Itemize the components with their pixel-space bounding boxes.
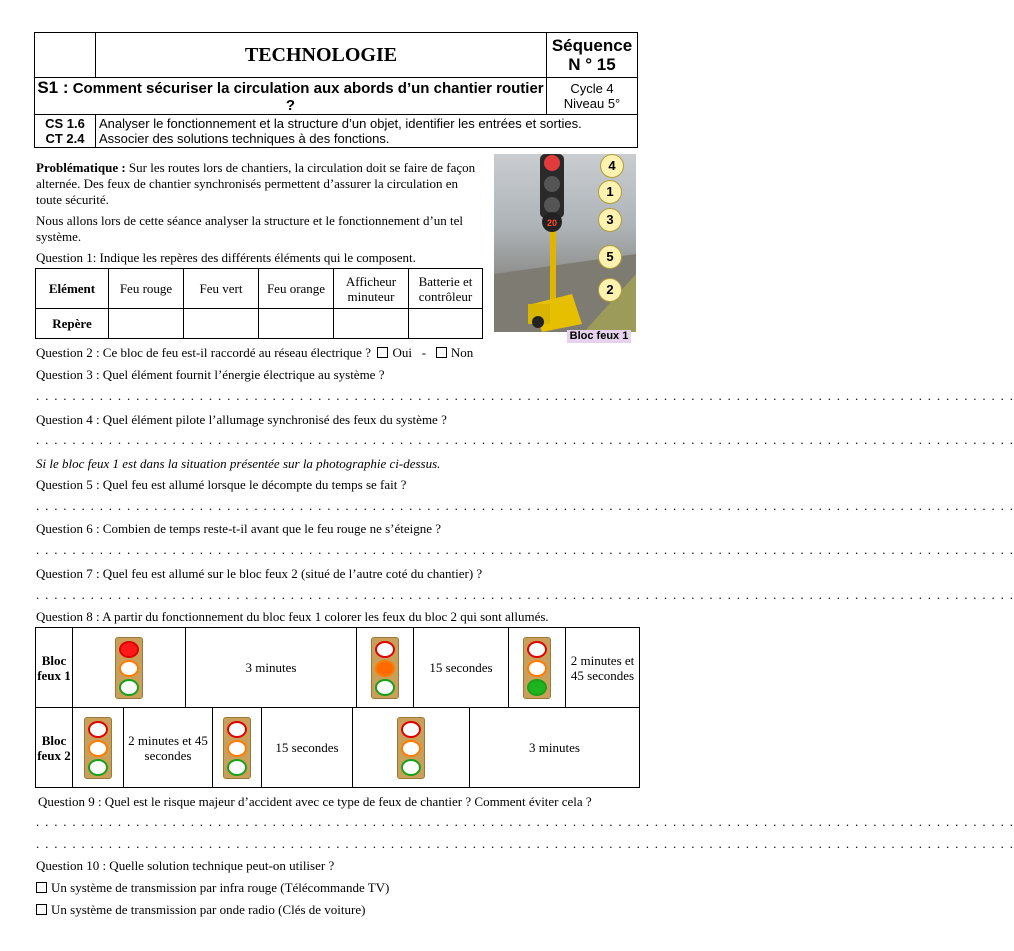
question-2 [36, 345, 473, 361]
s1-label: S1 : [37, 77, 69, 97]
marker-1: 1 [598, 180, 622, 204]
bloc2-label-cell [36, 708, 73, 788]
repere-input-feu-orange[interactable] [259, 309, 334, 339]
situation-note: Si le bloc feux 1 est dans la situation présentée sur la photographie ci-dessus. [36, 456, 441, 471]
repere-input-batterie[interactable] [409, 309, 483, 339]
bloc2-light-3-cell[interactable] [353, 708, 470, 788]
orange-lamp[interactable] [227, 740, 247, 757]
answer-line-q4[interactable]: . . . . . . . . . . . . . . . . . . . . . . . . . . . . . . . . . . . . . . . . . . . . . . . . . . . . . . . . . . . . . . . . . . . . . . . . . . . . . . . . . . . . . . . . . . . . . . . . . . . . . . . . . . . . [36, 432, 1014, 447]
oui-non-separator: - [421, 345, 427, 360]
answer-line-q3[interactable]: . . . . . . . . . . . . . . . . . . . . . . . . . . . . . . . . . . . . . . . . . . . . . . . . . . . . . . . . . . . . . . . . . . . . . . . . . . . . . . . . . . . . . . . . . . . . . . . . . . . . . . . . . . . . [36, 388, 1014, 403]
bloc1-light-1 [115, 637, 143, 699]
question-7: Question 7 : Quel feu est allumé sur le bloc feux 2 (situé de l’autre coté du chantier) ? [36, 566, 483, 581]
answer-line-q6[interactable]: . . . . . . . . . . . . . . . . . . . . . . . . . . . . . . . . . . . . . . . . . . . . . . . . . . . . . . . . . . . . . . . . . . . . . . . . . . . . . . . . . . . . . . . . . . . . . . . . . . . . . . . . . . . . [36, 542, 1014, 557]
s1-cell [35, 78, 547, 115]
countdown-display: 20 [546, 218, 558, 228]
traffic-light-photo [494, 154, 636, 332]
page-title: TECHNOLOGIE [96, 33, 547, 78]
bloc1-duration-2: 15 secondes [414, 628, 509, 708]
red-lamp [527, 641, 547, 658]
repere-input-feu-rouge[interactable] [109, 309, 184, 339]
question-6: Question 6 : Combien de temps reste-t-il avant que le feu rouge ne s’éteigne ? [36, 521, 442, 536]
sequence-cell [547, 33, 638, 78]
ct-code: CT 2.4 [45, 131, 85, 146]
repere-input-afficheur[interactable] [334, 309, 409, 339]
green-lamp[interactable] [401, 759, 421, 776]
orange-lamp[interactable] [88, 740, 108, 757]
orange-lamp [119, 660, 139, 677]
infrarouge-checkbox[interactable] [36, 882, 47, 893]
intro-block [36, 160, 486, 245]
bloc2-duration-3: 3 minutes [470, 708, 640, 788]
bloc1-light-1-cell [73, 628, 186, 708]
green-lamp[interactable] [227, 759, 247, 776]
bloc2-light-1[interactable] [84, 717, 112, 779]
red-lamp [375, 641, 395, 658]
question-8: Question 8 : A partir du fonctionnement du bloc feux 1 colorer les feux du bloc 2 qui sont allumés. [36, 609, 549, 624]
bloc1-duration-3: 2 minutes et 45 secondes [566, 628, 640, 708]
oui-label: Oui [392, 345, 412, 360]
question-3: Question 3 : Quel élément fournit l’énergie électrique au système ? [36, 367, 385, 382]
s1-heading [35, 79, 546, 114]
cs-code: CS 1.6 [45, 116, 85, 131]
bloc1-label: Bloc feux 1 [37, 652, 71, 683]
orange-lamp[interactable] [401, 740, 421, 757]
marker-5: 5 [598, 245, 622, 269]
bloc2-light-2-cell[interactable] [213, 708, 262, 788]
repere-header: Repère [36, 309, 109, 339]
red-lamp [119, 641, 139, 658]
col-feu-orange: Feu orange [259, 269, 334, 309]
col-batterie: Batterie et contrôleur [409, 269, 483, 309]
bloc1-duration-1: 3 minutes [186, 628, 357, 708]
bloc2-label: Bloc feux 2 [37, 732, 71, 763]
photo-caption: Bloc feux 1 [567, 330, 631, 343]
problematique-text: Sur les routes lors de chantiers, la circulation doit se faire de façon alternée. Des feux de chantier synchronisés permettent d’assurer la circulation en toute sécurité. [36, 160, 476, 207]
header-table [34, 32, 638, 148]
sequence-label: Séquence [551, 36, 633, 55]
cycle-cell [547, 78, 638, 115]
competence-desc-cell [96, 115, 638, 148]
answer-line-q9-1[interactable]: . . . . . . . . . . . . . . . . . . . . . . . . . . . . . . . . . . . . . . . . . . . . . . . . . . . . . . . . . . . . . . . . . . . . . . . . . . . . . . . . . . . . . . . . . . . . . . . . . . . . . . . . . . . . [36, 814, 1014, 829]
s1-question: Comment sécuriser la circulation aux abords d’un chantier routier ? [72, 79, 544, 114]
answer-line-q7[interactable]: . . . . . . . . . . . . . . . . . . . . . . . . . . . . . . . . . . . . . . . . . . . . . . . . . . . . . . . . . . . . . . . . . . . . . . . . . . . . . . . . . . . . . . . . . . . . . . . . . . . . . . . . . . . . [36, 587, 1014, 602]
bloc2-light-1-cell[interactable] [73, 708, 124, 788]
q10-option-2-label: Un système de transmission par onde radio (Clés de voiture) [51, 902, 366, 917]
radio-checkbox[interactable] [36, 904, 47, 915]
green-lamp [527, 679, 547, 696]
green-lamp[interactable] [88, 759, 108, 776]
bloc1-light-2 [371, 637, 399, 699]
element-header: Elément [36, 269, 109, 309]
q10-option-1-label: Un système de transmission par infra rouge (Télécommande TV) [51, 880, 390, 895]
header-blank-cell [35, 33, 96, 78]
lights-table [35, 627, 640, 708]
non-checkbox[interactable] [436, 347, 447, 358]
oui-checkbox[interactable] [377, 347, 388, 358]
orange-lamp [375, 660, 395, 677]
bloc2-duration-2: 15 secondes [262, 708, 353, 788]
cycle-label: Cycle 4 [570, 81, 614, 96]
q10-option-2 [36, 902, 365, 918]
question-1: Question 1: Indique les repères des différents éléments qui le composent. [36, 250, 416, 265]
question-4: Question 4 : Quel élément pilote l’allumage synchronisé des feux du système ? [36, 412, 447, 427]
repere-input-feu-vert[interactable] [184, 309, 259, 339]
orange-lamp [527, 660, 547, 677]
red-lamp[interactable] [401, 721, 421, 738]
bloc1-label-cell [36, 628, 73, 708]
bloc2-light-2[interactable] [223, 717, 251, 779]
col-feu-vert: Feu vert [184, 269, 259, 309]
problematique [36, 160, 486, 208]
green-lamp [119, 679, 139, 696]
q10-option-1 [36, 880, 389, 896]
ct-description: Associer des solutions techniques à des fonctions. [99, 131, 390, 146]
answer-line-q5[interactable]: . . . . . . . . . . . . . . . . . . . . . . . . . . . . . . . . . . . . . . . . . . . . . . . . . . . . . . . . . . . . . . . . . . . . . . . . . . . . . . . . . . . . . . . . . . . . . . . . . . . . . . . . . . . . [36, 498, 1014, 513]
red-lamp[interactable] [88, 721, 108, 738]
question-10: Question 10 : Quelle solution technique peut-on utiliser ? [36, 858, 335, 873]
bloc2-duration-1: 2 minutes et 45 secondes [124, 708, 213, 788]
problematique-label: Problématique : [36, 160, 126, 175]
question-2-text: Question 2 : Ce bloc de feu est-il raccordé au réseau électrique ? [36, 345, 371, 360]
bloc1-light-3-cell [509, 628, 566, 708]
lights-table-bloc2 [35, 707, 640, 788]
bloc1-light-2-cell [357, 628, 414, 708]
green-lamp [375, 679, 395, 696]
marker-3: 3 [598, 208, 622, 232]
answer-line-q9-2[interactable]: . . . . . . . . . . . . . . . . . . . . . . . . . . . . . . . . . . . . . . . . . . . . . . . . . . . . . . . . . . . . . . . . . . . . . . . . . . . . . . . . . . . . . . . . . . . . . . . . . . . . . . . . . . . . [36, 836, 1014, 851]
question-5: Question 5 : Quel feu est allumé lorsque le décompte du temps se fait ? [36, 477, 407, 492]
question-9: Question 9 : Quel est le risque majeur d’accident avec ce type de feux de chantier ? Comment éviter cela ? [38, 794, 592, 809]
marker-2: 2 [598, 278, 622, 302]
cs-description: Analyser le fonctionnement et la structure d’un objet, identifier les entrées et sorties. [99, 116, 582, 131]
col-feu-rouge: Feu rouge [109, 269, 184, 309]
niveau-label: Niveau 5° [563, 96, 621, 111]
red-lamp[interactable] [227, 721, 247, 738]
intro-paragraph: Nous allons lors de cette séance analyser la structure et le fonctionnement d’un tel système. [36, 213, 464, 244]
non-label: Non [450, 345, 474, 360]
bloc2-light-3[interactable] [397, 717, 425, 779]
competence-codes-cell [35, 115, 96, 148]
marker-4: 4 [600, 154, 624, 178]
sequence-number: N ° 15 [568, 55, 616, 74]
elements-table [35, 268, 483, 339]
col-afficheur: Afficheur minuteur [334, 269, 409, 309]
bloc1-light-3 [523, 637, 551, 699]
